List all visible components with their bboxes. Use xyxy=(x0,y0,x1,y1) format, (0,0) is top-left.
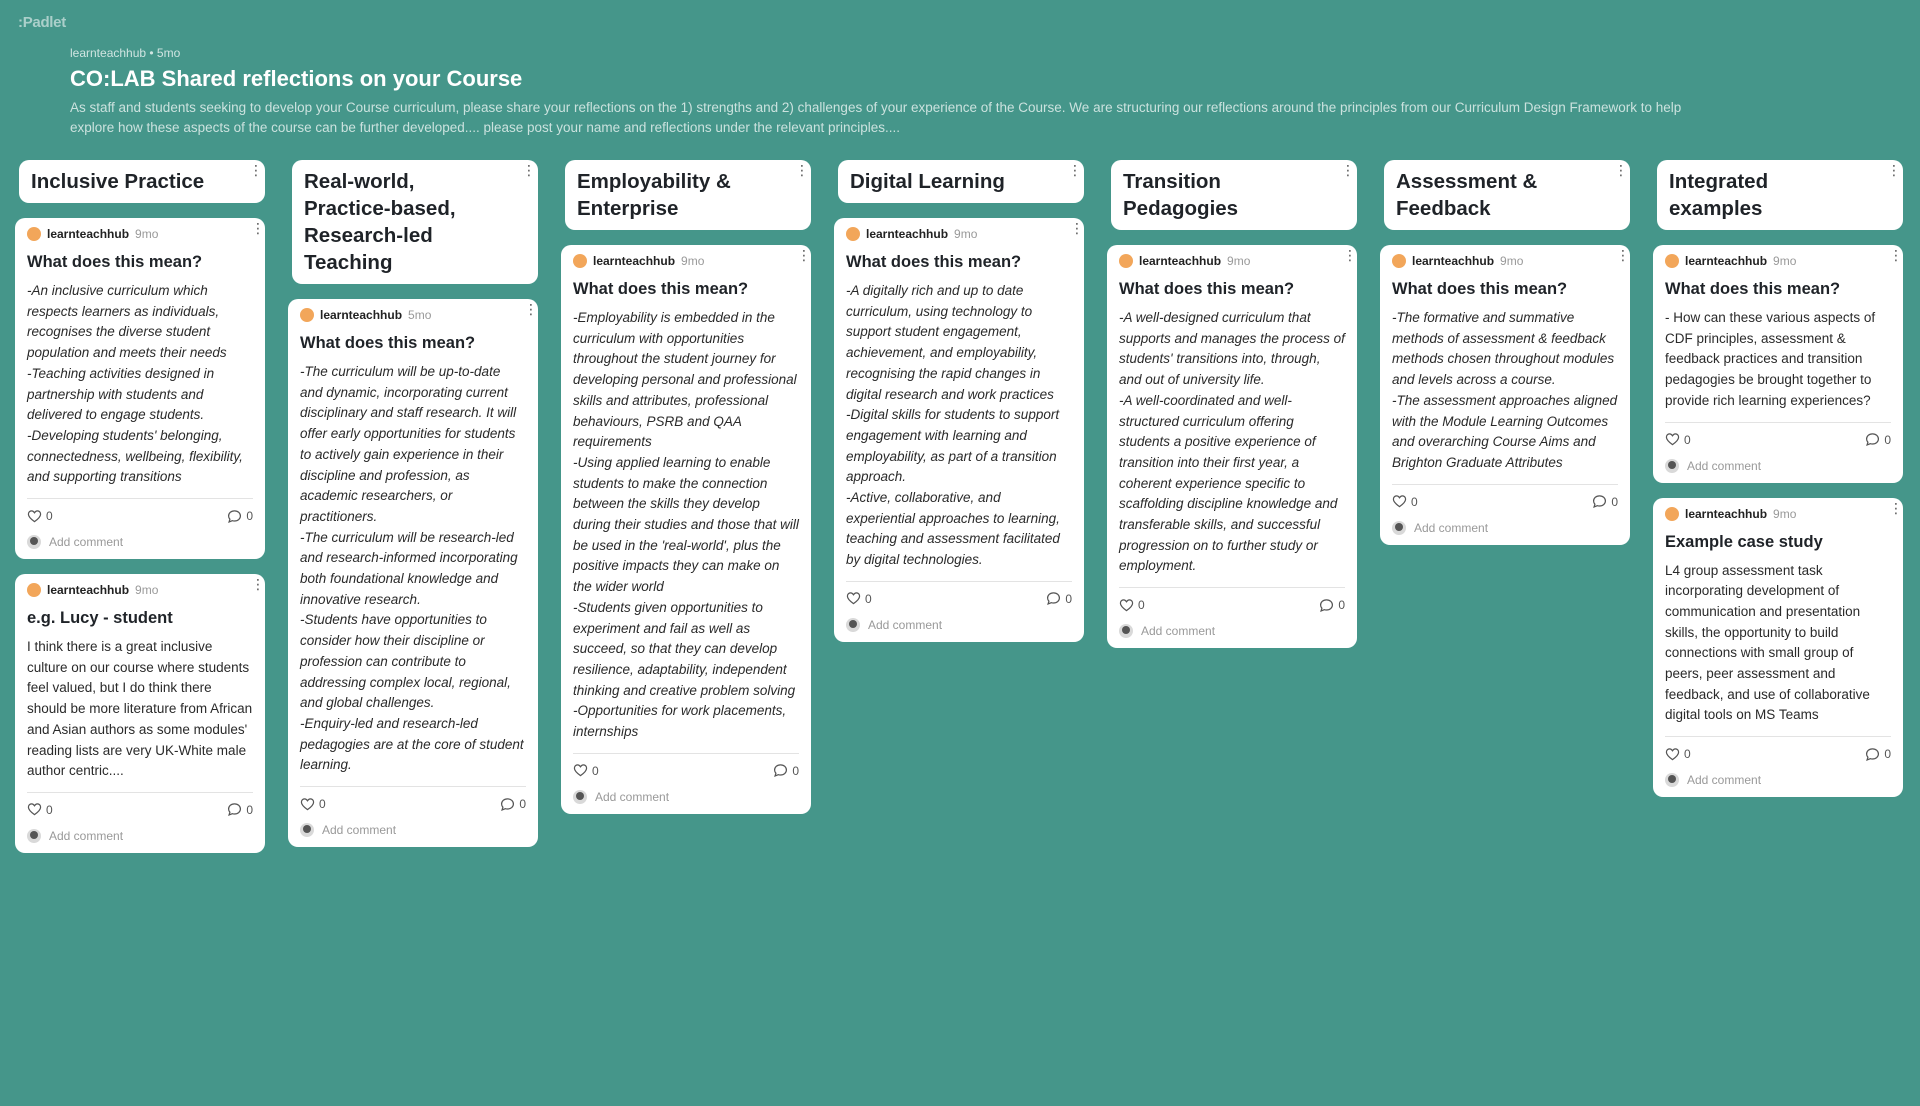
divider xyxy=(1392,484,1618,485)
post-time: 9mo xyxy=(954,227,978,241)
comments-button[interactable] xyxy=(227,802,253,817)
post-time: 9mo xyxy=(1227,254,1251,268)
post-author: learnteachhub xyxy=(866,227,949,241)
divider xyxy=(1665,422,1891,423)
comment-icon xyxy=(1865,747,1880,762)
comments-button[interactable] xyxy=(227,509,253,524)
column-title: Digital Learning xyxy=(850,170,1005,193)
post-card[interactable] xyxy=(1653,498,1903,798)
column-header[interactable] xyxy=(1111,160,1357,230)
post-card[interactable] xyxy=(288,299,538,847)
post-author-row xyxy=(1665,506,1891,522)
heart-icon xyxy=(1119,598,1134,613)
column-header[interactable] xyxy=(838,160,1084,203)
add-comment-input[interactable]: Add comment xyxy=(322,823,397,838)
post-card[interactable] xyxy=(15,218,265,559)
comments-button[interactable] xyxy=(1865,432,1891,447)
more-options-icon[interactable]: ⋮ xyxy=(249,162,263,178)
more-options-icon[interactable]: ⋮ xyxy=(1614,162,1628,178)
post-author: learnteachhub xyxy=(1139,254,1222,268)
add-comment-row[interactable] xyxy=(27,535,253,549)
divider xyxy=(300,786,526,787)
comments-button[interactable] xyxy=(500,797,526,812)
post-card[interactable] xyxy=(15,574,265,853)
like-count: 0 xyxy=(865,591,872,606)
user-avatar-icon xyxy=(1119,624,1133,638)
board-columns xyxy=(15,160,1903,853)
post-body: -A digitally rich and up to date curriculum, using technology to support student engagement, achievement, and employability, recognising the rapid changes in digital research and work practices -Digital skills for students to support engagement with learning and employability, as part of a transition approach. -Active, collaborative, and experiential approaches to learning, teaching and assessment facilitated by digital technologies. xyxy=(846,283,1060,568)
heart-icon xyxy=(1665,747,1680,762)
post-reactions xyxy=(846,590,1072,608)
like-count: 0 xyxy=(1411,494,1418,509)
column xyxy=(15,160,265,853)
more-options-icon[interactable]: ⋮ xyxy=(1343,247,1357,263)
divider xyxy=(1119,587,1345,588)
post-title: e.g. Lucy - student xyxy=(27,609,173,628)
user-avatar-icon xyxy=(300,823,314,837)
post-time: 5mo xyxy=(408,308,432,322)
post-author-row xyxy=(27,226,253,242)
post-author: learnteachhub xyxy=(320,308,403,322)
post-body: -The curriculum will be up-to-date and dynamic, incorporating current disciplinary and staff research. It will offer early opportunities for students to actively gain experience in their discipline and profession, as academic researchers, or practitioners. -The curriculum will be research-led and research-informed incorporating both foundational knowledge and innovative research. -Students have opportunities to consider how their discipline or profession can contribute to addressing complex local, regional, and global challenges. -Enquiry-led and research-led pedagogies are at the core of student learning. xyxy=(300,364,524,773)
heart-icon xyxy=(1665,432,1680,447)
avatar xyxy=(1119,254,1133,268)
post-reactions xyxy=(1392,493,1618,511)
post-time: 9mo xyxy=(1500,254,1524,268)
comments-button[interactable] xyxy=(1319,598,1345,613)
like-button[interactable] xyxy=(27,802,53,817)
user-avatar-icon xyxy=(27,535,41,549)
user-avatar-icon xyxy=(1665,459,1679,473)
like-count: 0 xyxy=(592,763,599,778)
post-body: -An inclusive curriculum which respects learners as individuals, recognises the diverse student population and meets their needs -Teaching activities designed in partnership with students and delivered to engage students. -Developing students' belonging, connectedness, wellbeing, flexibility, and supporting transitions xyxy=(27,283,243,485)
post-author: learnteachhub xyxy=(1685,506,1768,521)
heart-icon xyxy=(846,591,861,606)
divider xyxy=(27,792,253,793)
more-options-icon[interactable]: ⋮ xyxy=(1068,162,1082,178)
comment-icon xyxy=(227,509,242,524)
post-title: What does this mean? xyxy=(573,280,749,298)
column-title: Assessment & Feedback xyxy=(1396,170,1538,220)
column-header[interactable] xyxy=(1657,160,1903,230)
heart-icon xyxy=(1392,494,1407,509)
post-title: What does this mean? xyxy=(300,334,476,352)
post-time: 9mo xyxy=(681,254,705,268)
column-header[interactable] xyxy=(292,160,538,284)
like-button[interactable] xyxy=(27,509,53,524)
post-author: learnteachhub xyxy=(593,254,676,268)
avatar xyxy=(27,583,41,597)
board-description: As staff and students seeking to develop your Course curriculum, please share your reflections on the 1) strengths and 2) challenges of your experience of the Course. We are structuring our reflections around the principles from our Curriculum Design Framework to help explore how these aspects of the course can be further developed.... please post your name and reflections under the relevant principles.... xyxy=(70,100,1682,135)
post-author-row xyxy=(27,582,253,598)
post-body: I think there is a great inclusive culture on our course where students feel valued, but I do think there should be more literature from African and Asian authors as some modules' reading lists are very UK-White male author centric.... xyxy=(27,639,253,779)
board-header xyxy=(70,46,1770,138)
column xyxy=(1380,160,1630,853)
heart-icon xyxy=(27,802,42,817)
post-title: What does this mean? xyxy=(846,253,1022,271)
avatar xyxy=(1665,507,1679,521)
column xyxy=(288,160,538,853)
comments-button[interactable] xyxy=(1046,591,1072,606)
add-comment-input[interactable]: Add comment xyxy=(49,828,124,843)
add-comment-row[interactable] xyxy=(300,823,526,837)
board-title: CO:LAB Shared reflections on your Course xyxy=(70,66,523,91)
post-title: What does this mean? xyxy=(1392,280,1568,298)
post-author: learnteachhub xyxy=(47,227,130,241)
comment-icon xyxy=(773,763,788,778)
add-comment-input[interactable]: Add comment xyxy=(1687,773,1762,788)
comment-count: 0 xyxy=(519,797,526,812)
post-title: What does this mean? xyxy=(1665,280,1841,298)
add-comment-row[interactable] xyxy=(846,618,1072,632)
avatar xyxy=(27,227,41,241)
post-card[interactable] xyxy=(1107,245,1357,648)
more-options-icon[interactable]: ⋮ xyxy=(795,162,809,178)
column-title: Real-world, Practice-based, Research-led Teaching xyxy=(304,170,456,274)
like-button[interactable] xyxy=(846,591,872,606)
user-avatar-icon xyxy=(846,618,860,632)
post-card[interactable] xyxy=(1380,245,1630,545)
more-options-icon[interactable]: ⋮ xyxy=(522,162,536,178)
add-comment-input[interactable]: Add comment xyxy=(1141,624,1216,639)
post-reactions xyxy=(1665,745,1891,763)
heart-icon xyxy=(300,797,315,812)
column-header[interactable] xyxy=(565,160,811,230)
column-header[interactable] xyxy=(1384,160,1630,230)
like-button[interactable] xyxy=(1665,432,1691,447)
avatar xyxy=(573,254,587,268)
post-author-row xyxy=(1392,253,1618,269)
post-reactions xyxy=(27,507,253,525)
column-title: Integrated examples xyxy=(1669,170,1769,220)
divider xyxy=(1665,736,1891,737)
comment-count: 0 xyxy=(1611,494,1618,509)
add-comment-input[interactable]: Add comment xyxy=(1687,458,1762,473)
comments-button[interactable] xyxy=(773,763,799,778)
user-avatar-icon xyxy=(1392,521,1406,535)
comment-icon xyxy=(1592,494,1607,509)
comment-icon xyxy=(1865,432,1880,447)
heart-icon xyxy=(573,763,588,778)
post-card[interactable] xyxy=(1653,245,1903,483)
post-body: -Employability is embedded in the curriculum with opportunities throughout the student journey for developing personal and professional skills and attributes, professional behaviours, PSRB and QAA requirements -Using applied learning to enable students to make the connection between the skills they develop during their studies and those that will be used in the 'real-world', plus the positive impacts they can make on the wider world -Students given opportunities to experiment and fail as well as succeed, so that they can develop resilience, adaptability, independent thinking and creative problem solving -Opportunities for work placements, internships xyxy=(573,310,799,740)
more-options-icon[interactable]: ⋮ xyxy=(1616,247,1630,263)
add-comment-row[interactable] xyxy=(1119,624,1345,638)
post-author: learnteachhub xyxy=(47,583,130,598)
column-title: Transition Pedagogies xyxy=(1123,170,1239,220)
like-count: 0 xyxy=(1684,747,1691,762)
post-card[interactable] xyxy=(834,218,1084,642)
post-reactions xyxy=(27,801,253,819)
post-author-row xyxy=(1665,253,1891,269)
comment-icon xyxy=(500,797,515,812)
post-body: -A well-designed curriculum that supports and manages the process of students' transitions into, through, and out of university life. -A well-coordinated and well-structured curriculum offering students a positive experience of transition into their first year, a coherent experience specific to scaffolding discipline knowledge and transferable skills, and successful progression on to further study or employment. xyxy=(1119,310,1345,574)
post-title: Example case study xyxy=(1665,532,1823,551)
post-author-row xyxy=(300,307,526,323)
comments-button[interactable] xyxy=(1592,494,1618,509)
user-avatar-icon xyxy=(27,829,41,843)
post-body: - How can these various aspects of CDF principles, assessment & feedback practices and transition pedagogies be brought together to provide rich learning experiences? xyxy=(1665,310,1876,408)
comment-count: 0 xyxy=(792,763,799,778)
post-author-row xyxy=(573,253,799,269)
avatar xyxy=(1665,254,1679,268)
avatar xyxy=(846,227,860,241)
like-button[interactable] xyxy=(573,763,599,778)
add-comment-row[interactable] xyxy=(27,829,253,843)
user-avatar-icon xyxy=(573,790,587,804)
more-options-icon[interactable]: ⋮ xyxy=(797,247,811,263)
comment-icon xyxy=(1319,598,1334,613)
like-count: 0 xyxy=(46,802,53,817)
comment-icon xyxy=(1046,591,1061,606)
avatar xyxy=(1392,254,1406,268)
like-count: 0 xyxy=(1138,598,1145,613)
avatar xyxy=(300,308,314,322)
like-count: 0 xyxy=(319,797,326,812)
post-reactions xyxy=(573,762,799,780)
add-comment-input[interactable]: Add comment xyxy=(868,617,943,632)
post-time: 9mo xyxy=(135,227,159,241)
comment-count: 0 xyxy=(246,509,253,524)
post-title: What does this mean? xyxy=(1119,280,1295,298)
more-options-icon[interactable]: ⋮ xyxy=(1889,499,1903,516)
like-count: 0 xyxy=(46,509,53,524)
post-author: learnteachhub xyxy=(1412,254,1495,268)
like-count: 0 xyxy=(1684,432,1691,447)
column-title: Inclusive Practice xyxy=(31,170,205,193)
more-options-icon[interactable]: ⋮ xyxy=(251,220,265,236)
post-reactions xyxy=(300,795,526,813)
comment-count: 0 xyxy=(1338,598,1345,613)
column-title: Employability & Enterprise xyxy=(577,170,731,220)
post-title: What does this mean? xyxy=(27,253,203,271)
post-time: 9mo xyxy=(1773,254,1797,268)
post-time: 9mo xyxy=(1773,506,1797,521)
like-button[interactable] xyxy=(1392,494,1418,509)
comments-button[interactable] xyxy=(1865,747,1891,762)
column xyxy=(834,160,1084,853)
padlet-logo[interactable]: :Padlet xyxy=(18,14,66,31)
divider xyxy=(846,581,1072,582)
post-reactions xyxy=(1119,596,1345,614)
divider xyxy=(573,753,799,754)
post-card[interactable] xyxy=(561,245,811,814)
more-options-icon[interactable]: ⋮ xyxy=(1889,247,1903,263)
column xyxy=(1653,160,1903,853)
comment-count: 0 xyxy=(246,802,253,817)
add-comment-row[interactable] xyxy=(1392,521,1618,535)
add-comment-row[interactable] xyxy=(573,790,799,804)
more-options-icon[interactable]: ⋮ xyxy=(1070,220,1084,236)
column xyxy=(561,160,811,853)
like-button[interactable] xyxy=(300,797,326,812)
post-author-row xyxy=(1119,253,1345,269)
post-body: L4 group assessment task incorporating development of communication and presentation skills, the opportunity to build connections with small group of peers, peer assessment and feedback, and use of collaborative digital tools on MS Teams xyxy=(1665,562,1870,723)
add-comment-input[interactable]: Add comment xyxy=(595,789,670,804)
post-author-row xyxy=(846,226,1072,242)
board-meta: learnteachhub • 5mo xyxy=(70,46,181,60)
more-options-icon[interactable]: ⋮ xyxy=(1341,162,1355,178)
like-button[interactable] xyxy=(1665,747,1691,762)
post-author: learnteachhub xyxy=(1685,254,1768,268)
column-header[interactable] xyxy=(19,160,265,203)
heart-icon xyxy=(27,509,42,524)
comment-count: 0 xyxy=(1884,432,1891,447)
user-avatar-icon xyxy=(1665,773,1679,787)
comment-icon xyxy=(227,802,242,817)
add-comment-input[interactable]: Add comment xyxy=(1414,520,1489,535)
add-comment-input[interactable]: Add comment xyxy=(49,535,124,550)
post-body: -The formative and summative methods of assessment & feedback methods chosen throughout modules and levels across a course. -The assessment approaches aligned with the Module Learning Outcomes and overarching Course Aims and Brighton Graduate Attributes xyxy=(1392,310,1618,470)
more-options-icon[interactable]: ⋮ xyxy=(251,576,265,593)
add-comment-row[interactable] xyxy=(1665,773,1891,787)
like-button[interactable] xyxy=(1119,598,1145,613)
column xyxy=(1107,160,1357,853)
post-time: 9mo xyxy=(135,583,159,598)
comment-count: 0 xyxy=(1884,747,1891,762)
more-options-icon[interactable]: ⋮ xyxy=(1887,162,1901,178)
post-reactions xyxy=(1665,431,1891,449)
more-options-icon[interactable]: ⋮ xyxy=(524,301,538,317)
comment-count: 0 xyxy=(1065,591,1072,606)
divider xyxy=(27,498,253,499)
add-comment-row[interactable] xyxy=(1665,459,1891,473)
